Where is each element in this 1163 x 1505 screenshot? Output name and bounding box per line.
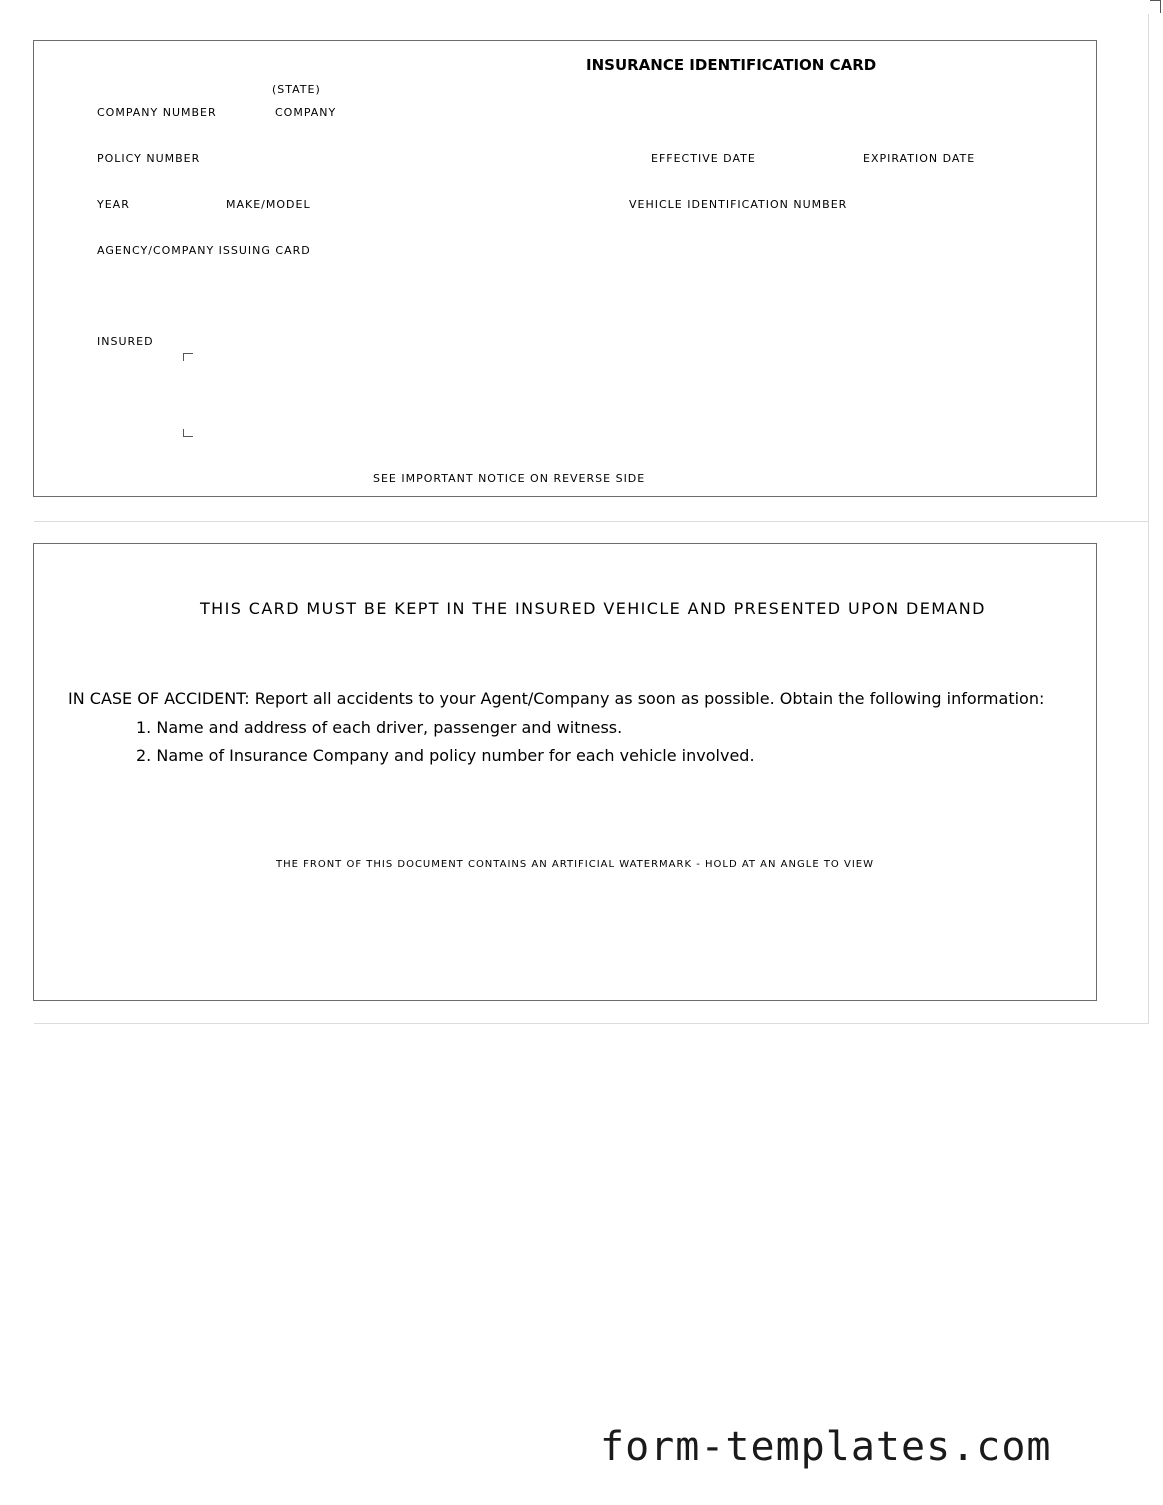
site-watermark: form-templates.com <box>600 1424 1052 1470</box>
card-title: INSURANCE IDENTIFICATION CARD <box>586 56 877 74</box>
watermark-notice: THE FRONT OF THIS DOCUMENT CONTAINS AN ARTIFICIAL WATERMARK - HOLD AT AN ANGLE TO VIEW <box>276 859 874 870</box>
expiration-date-label: EXPIRATION DATE <box>863 152 976 165</box>
list-item-number: 2. <box>136 746 152 765</box>
list-item-text: Name of Insurance Company and policy number for each vehicle involved. <box>156 746 755 765</box>
policy-number-label: POLICY NUMBER <box>97 152 201 165</box>
state-label: (STATE) <box>272 83 321 96</box>
company-number-label: COMPANY NUMBER <box>97 106 217 119</box>
list-item-text: Name and address of each driver, passenger and witness. <box>156 718 623 737</box>
accident-instructions: IN CASE OF ACCIDENT: Report all accidents to your Agent/Company as soon as possible. Obtain the following information: <box>68 689 1045 708</box>
company-label: COMPANY <box>275 106 337 119</box>
corner-tick <box>1150 0 1161 13</box>
separator-top <box>34 521 1148 522</box>
list-item <box>136 718 622 737</box>
list-item <box>136 746 755 765</box>
effective-date-label: EFFECTIVE DATE <box>651 152 756 165</box>
agency-label: AGENCY/COMPANY ISSUING CARD <box>97 244 311 257</box>
vin-label: VEHICLE IDENTIFICATION NUMBER <box>629 198 848 211</box>
reverse-notice: SEE IMPORTANT NOTICE ON REVERSE SIDE <box>373 472 646 485</box>
address-bracket-top <box>183 353 193 361</box>
list-item-number: 1. <box>136 718 152 737</box>
make-model-label: MAKE/MODEL <box>226 198 311 211</box>
right-guide-line <box>1148 14 1149 1024</box>
insurance-card-front <box>33 40 1097 497</box>
year-label: YEAR <box>97 198 130 211</box>
separator-bottom <box>34 1023 1148 1024</box>
insured-label: INSURED <box>97 335 154 348</box>
keep-in-vehicle-heading: THIS CARD MUST BE KEPT IN THE INSURED VEHICLE AND PRESENTED UPON DEMAND <box>200 599 986 618</box>
address-bracket-bottom <box>183 429 193 437</box>
insurance-card-back <box>33 543 1097 1001</box>
